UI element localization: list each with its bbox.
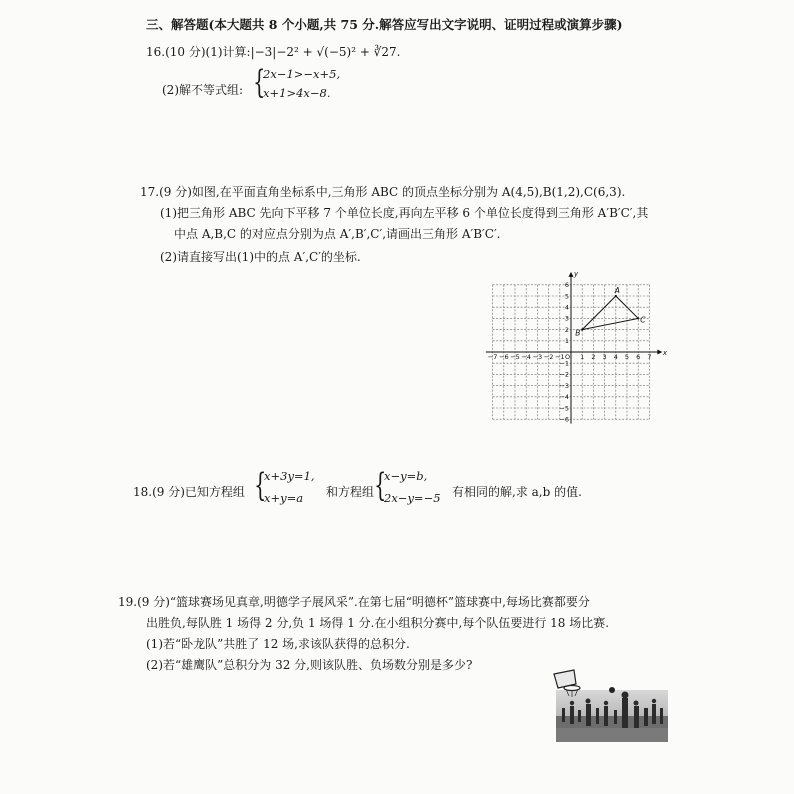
- q18-brace2: {: [374, 466, 387, 504]
- q18-sys1-eq1: x+3y=1,: [264, 469, 315, 483]
- q18-sys2-eq2: 2x−y=−5: [384, 491, 441, 505]
- x-tick-label: 4: [613, 353, 618, 361]
- vertex-c: [637, 317, 639, 319]
- triangle-abc: [575, 286, 646, 338]
- q19-line3: (1)若“卧龙队”共胜了 12 场,求该队获得的总积分.: [146, 637, 410, 651]
- y-tick-label: 3: [564, 314, 569, 323]
- q19-line4: (2)若“雄鹰队”总积分为 32 分,则该队胜、负场数分别是多少?: [146, 658, 473, 672]
- x-axis-label: x: [662, 349, 667, 357]
- q16-system-eq1: 2x−1>−x+5,: [263, 67, 341, 81]
- basketball-photo: [552, 668, 668, 742]
- x-tick-label: −7: [487, 353, 498, 361]
- section-header: 三、解答题(本大题共 8 个小题,共 75 分.解答应写出文字说明、证明过程或演算步骤): [146, 17, 623, 32]
- y-tick-label: 5: [564, 292, 569, 301]
- q17-line3: 中点 A,B,C 的对应点分别为点 A′,B′,C′,请画出三角形 A′B′C′.: [174, 227, 501, 241]
- q18-sys2-eq1: x−y=b,: [384, 469, 428, 483]
- q16-part1: 16.(10 分)(1)计算:|−3|−2² + √(−5)² + ∛27.: [146, 45, 401, 59]
- q18-brace1: {: [254, 466, 267, 504]
- y-tick-label: 1: [564, 337, 569, 346]
- vertex-label-a: A: [614, 286, 620, 295]
- q18-sys1-eq2: x+y=a: [264, 491, 304, 505]
- y-tick-label: −1: [559, 359, 569, 368]
- y-tick-label: −4: [559, 393, 569, 402]
- y-axis-label: y: [574, 269, 579, 278]
- q18-suffix: 有相同的解,求 a,b 的值.: [452, 485, 582, 499]
- q17-line2: (1)把三角形 ABC 先向下平移 7 个单位长度,再向左平移 6 个单位长度得到三角形 A′B′C′,其: [160, 206, 649, 220]
- y-tick-label: −2: [559, 370, 569, 379]
- y-tick-label: 2: [564, 325, 569, 334]
- vertex-label-b: B: [575, 328, 581, 338]
- q17-line1: 17.(9 分)如图,在平面直角坐标系中,三角形 ABC 的顶点坐标分别为 A(4,5),B(1,2),C(6,3).: [140, 185, 626, 199]
- q16-brace: {: [253, 63, 266, 101]
- y-tick-label: 4: [564, 303, 569, 312]
- x-tick-label: −6: [499, 353, 509, 361]
- q18-prefix: 18.(9 分)已知方程组: [133, 485, 245, 499]
- triangle-outline: [582, 296, 638, 330]
- y-tick-label: −6: [559, 415, 569, 424]
- basketball: [609, 687, 615, 693]
- q18-middle: 和方程组: [326, 485, 375, 499]
- x-tick-label: 7: [647, 353, 652, 361]
- vertex-label-c: C: [640, 315, 646, 325]
- x-tick-label: 6: [636, 353, 641, 361]
- x-tick-label: 1: [580, 353, 585, 361]
- x-tick-label: 3: [602, 353, 607, 361]
- vertex-b: [581, 329, 583, 331]
- q16-system-eq2: x+1>4x−8.: [263, 86, 331, 100]
- axes: [486, 269, 662, 424]
- vertex-a: [615, 295, 617, 297]
- x-tick-label: −2: [543, 353, 554, 361]
- q19-line1: 19.(9 分)“篮球赛场见真章,明德学子展风采”.在第七届“明德杯”篮球赛中,每场比赛都要分: [118, 595, 590, 609]
- y-tick-label: 6: [564, 281, 569, 290]
- x-tick-label: 5: [624, 353, 630, 361]
- q19-line2: 出胜负,每队胜 1 场得 2 分,负 1 场得 1 分.在小组积分赛中,每个队伍要进行 18 场比赛.: [146, 616, 610, 630]
- coordinate-grid: [478, 268, 688, 438]
- origin-label: O: [565, 353, 571, 361]
- q17-line4: (2)请直接写出(1)中的点 A′,C′的坐标.: [160, 250, 361, 264]
- y-axis-arrow: [569, 272, 574, 277]
- x-tick-label: −3: [532, 353, 543, 361]
- x-tick-label: −5: [510, 353, 520, 361]
- x-tick-label: −4: [521, 353, 531, 361]
- x-tick-label: −1: [555, 353, 565, 361]
- y-tick-label: −5: [559, 404, 569, 413]
- y-tick-label: −3: [559, 381, 569, 390]
- x-axis-arrow: [657, 350, 662, 355]
- x-tick-label: 2: [591, 353, 596, 361]
- q16-part2-label: (2)解不等式组:: [162, 83, 244, 97]
